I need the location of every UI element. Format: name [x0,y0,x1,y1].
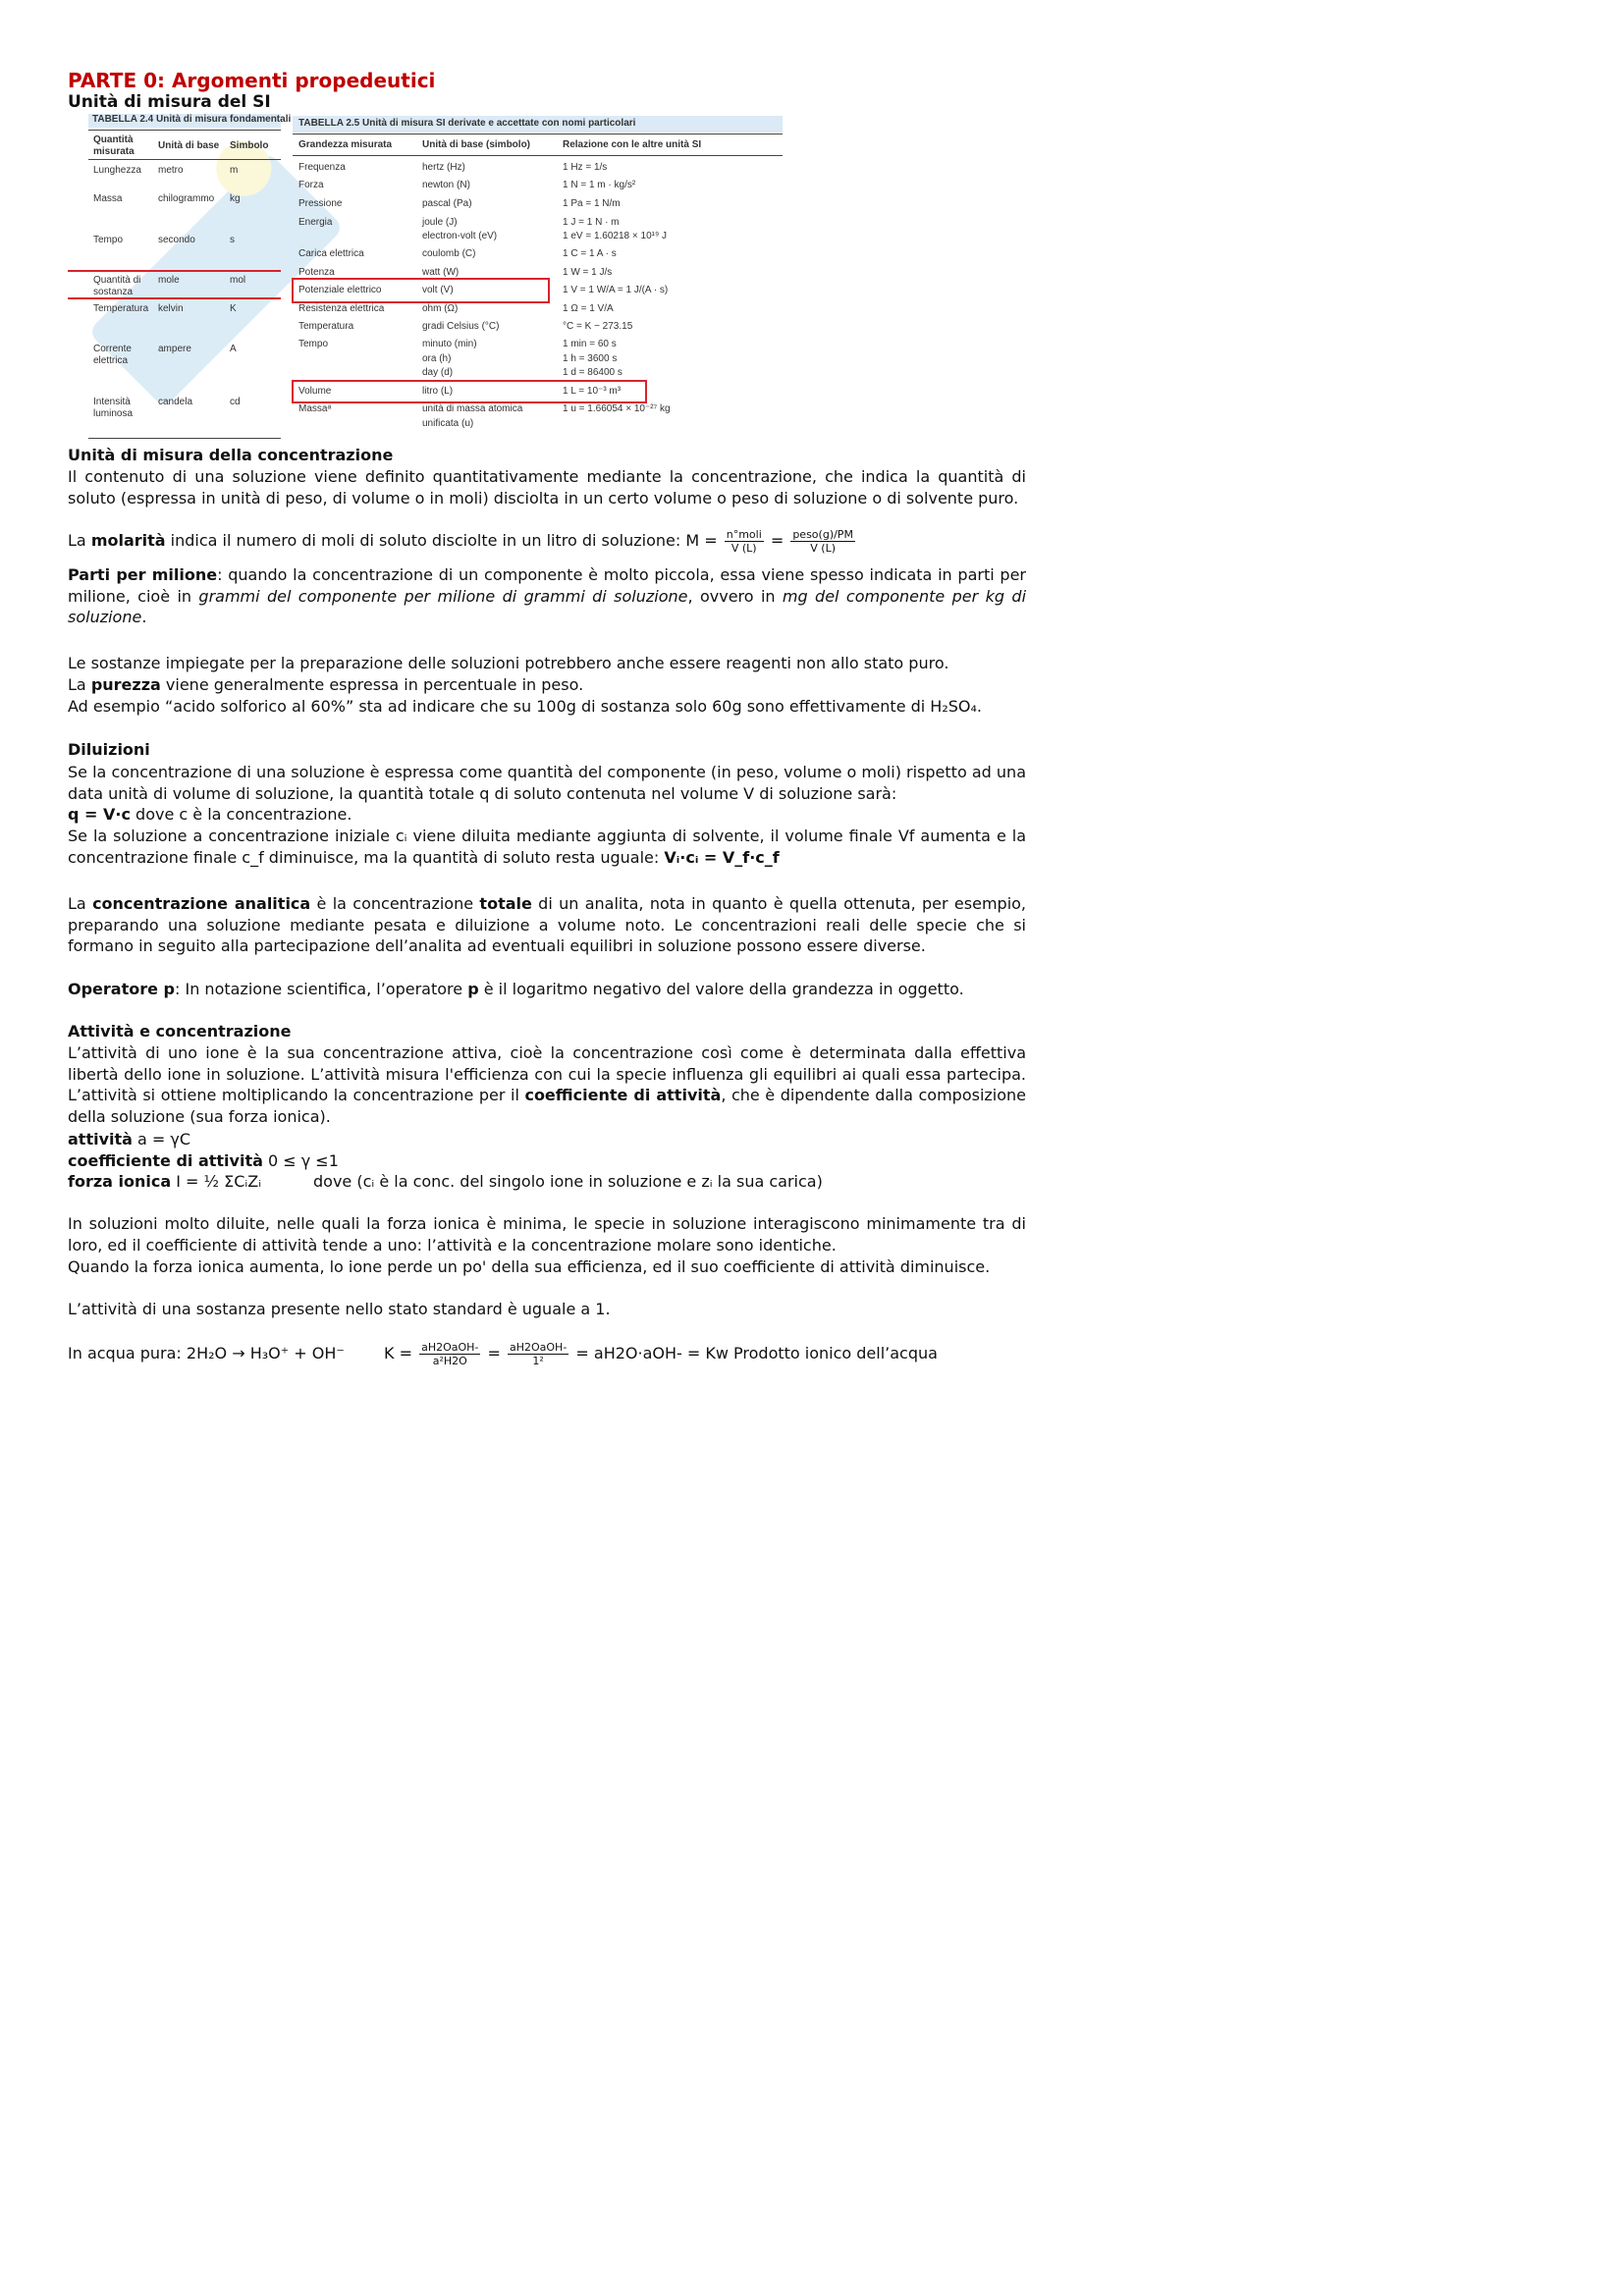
table-cell: Energia [298,217,333,228]
paragraph-p-operator: Operatore p: In notazione scientifica, l’operatore p è il logaritmo negativo del valore della grandezza in oggetto. [68,980,964,998]
table-cell: 1 u = 1.66054 × 10⁻²⁷ kg [563,403,671,414]
paragraph-analytical: La concentrazione analitica è la concentrazione totale di un analita, nota in quanto è quella ottenuta, per esempio, preparando una soluzione mediante pesata e diluizione a volume noto. Le concentrazioni reali delle specie che si formano in seguito alla partecipazione dell’analita ad eventuali equilibri in soluzione possono essere diverse. [68,894,1027,956]
paragraph: q = V·c dove c è la concentrazione. [68,805,352,824]
term-bold: molarità [90,531,166,550]
table-cell: secondo [158,235,195,245]
table-header: Quantità misurata [93,134,135,157]
table-cell: day (d) [422,367,454,378]
formula-fraction: $\frac{\text{n°moli}}{V (L)}$ [726,528,762,555]
paragraph: Ad esempio “acido solforico al 60%” sta ad indicare che su 100g di sostanza solo 60g sono effettivamente di H₂SO₄. [68,697,982,716]
table-header: Unità di base [158,140,220,151]
table-cell: Corrente elettrica [93,344,132,366]
table-cell: K [230,303,237,314]
table-cell: unificata (u) [422,418,474,429]
table-header: Grandezza misurata [298,139,393,150]
paragraph: Le sostanze impiegate per la preparazione delle soluzioni potrebbero anche essere reagenti non allo stato puro. [68,654,949,672]
section-title-concentration: Unità di misura della concentrazione [68,446,394,464]
formula-water-autoionization: In acqua pura: 2H₂O → H₃O⁺ + OH⁻ K = $\frac{\text{aH2OaOH-}}{\text{a²H2O}}$ = $\frac{\text{aH2OaOH-}}{\text{1²}}$ = aH2O·aOH- = Kw Prodotto ionico dell’acqua [68,1341,938,1367]
formula-ionic-strength: forza ionica I = ½ ΣCᵢZᵢ dove (cᵢ è la conc. del singolo ione in soluzione e zᵢ la sua carica) [68,1172,823,1191]
table-cell: 1 C = 1 A · s [563,248,617,259]
table-cell: newton (N) [422,180,470,190]
table-cell: candela [158,397,193,407]
page-title: PARTE 0: Argomenti propedeutici [68,69,436,92]
table-header: Simbolo [230,140,269,151]
table-cell: °C = K − 273.15 [563,321,633,332]
table-cell: watt (W) [422,267,460,278]
table-cell: Carica elettrica [298,248,364,259]
table-cell: Tempo [298,339,329,349]
table-cell: 1 h = 3600 s [563,353,618,364]
table-cell: Volume [298,386,332,397]
table-cell: 1 eV = 1.60218 × 10¹⁹ J [563,231,668,241]
table-cell: Potenza [298,267,335,278]
table-cell: metro [158,165,184,176]
table-cell: 1 min = 60 s [563,339,617,349]
table-header: Unità di base (simbolo) [422,139,531,150]
paragraph: In soluzioni molto diluite, nelle quali la forza ionica è minima, le specie in soluzione interagiscono minimamente tra di loro, ed il coefficiente di attività tende a uno: l’attività e la concentrazione molare sono identiche. [68,1214,1026,1255]
table-cell: Pressione [298,198,343,209]
paragraph: La purezza viene generalmente espressa in percentuale in peso. [68,675,584,694]
table-cell: s [230,235,235,245]
table-cell: ampere [158,344,191,354]
document-page [0,0,1080,1527]
table-cell: kelvin [158,303,184,314]
table-cell: Forza [298,180,324,190]
formula-activity: attività a = γC [68,1130,191,1148]
table-cell: Temperatura [93,303,149,314]
table-cell: 1 V = 1 W/A = 1 J/(A · s) [563,285,669,295]
table-cell: ohm (Ω) [422,303,459,314]
table-cell: 1 L = 10⁻³ m³ [563,386,622,397]
table-cell: ora (h) [422,353,452,364]
table-cell: minuto (min) [422,339,477,349]
paragraph: Il contenuto di una soluzione viene definito quantitativamente mediante la concentrazione, che indica la quantità di soluto (espressa in unità di peso, di volume o in moli) disciolta in un certo volume o peso di soluzione o di solvente puro. [68,467,1026,507]
table-cell: Lunghezza [93,165,141,176]
table-cell: 1 Ω = 1 V/A [563,303,614,314]
section-title-dilutions: Diluizioni [68,740,150,759]
table-cell: volt (V) [422,285,454,295]
paragraph: Quando la forza ionica aumenta, lo ione perde un po' della sua efficienza, ed il suo coefficiente di attività diminuisce. [68,1257,991,1276]
paragraph: L’attività di uno ione è la sua concentrazione attiva, cioè la concentrazione così come è determinata dalla effettiva libertà dello ione in soluzione. L’attività misura l'efficienza con cui la specie influenza gli equilibri ai quali essa partecipa. L’attività si ottiene moltiplicando la concentrazione per il coefficiente di attività, che è dipendente dalla composizione della soluzione (sua forza ionica). [68,1043,1027,1126]
formula-activity-coefficient: coefficiente di attività 0 ≤ γ ≤1 [68,1151,339,1170]
table-cell: Massa [93,193,123,204]
table-cell: A [230,344,237,354]
table-cell: coulomb (C) [422,248,476,259]
paragraph: L’attività di una sostanza presente nello stato standard è uguale a 1. [68,1300,611,1318]
table-cell: cd [230,397,241,407]
table-cell: Frequenza [298,162,346,173]
formula-fraction: $\frac{\text{aH2OaOH-}}{\text{a²H2O}}$ [421,1341,479,1367]
paragraph-ppm: Parti per milione: quando la concentrazione di un componente è molto piccola, essa viene spesso indicata in parti per milione, cioè in grammi del componente per milione di grammi di soluzione, ovvero in mg del componente per kg di soluzione. [68,565,1027,627]
formula-fraction: $\frac{\text{aH2OaOH-}}{\text{1²}}$ [509,1341,568,1367]
table-cell: 1 d = 86400 s [563,367,623,378]
paragraph-molarity: La molarità indica il numero di moli di soluto disciolte in un litro di soluzione: M = $\frac{\text{n°moli}}{V (L)}$ = $\frac{\text{peso(g)/PM}}{V (L)}$ [68,528,853,555]
table-cell: Tempo [93,235,124,245]
table-cell: electron-volt (eV) [422,231,498,241]
table-cell: gradi Celsius (°C) [422,321,500,332]
table-title: TABELLA 2.5 Unità di misura SI derivate e accettate con nomi particolari [298,118,636,129]
highlight-underline [68,270,281,272]
section-title-activity: Attività e concentrazione [68,1022,292,1041]
table-cell: chilogrammo [158,193,215,204]
table-cell: 1 J = 1 N · m [563,217,620,228]
table-cell: pascal (Pa) [422,198,472,209]
table-cell: kg [230,193,241,204]
section-title-si-units: Unità di misura del SI [68,92,271,112]
table-cell: Potenziale elettrico [298,285,382,295]
table-cell: mol [230,275,246,286]
table-cell: litro (L) [422,386,454,397]
table-cell: Massaᵃ [298,403,332,414]
table-cell: mole [158,275,180,286]
table-cell: Intensità luminosa [93,397,134,419]
table-cell: 1 N = 1 m · kg/s² [563,180,636,190]
table-cell: Temperatura [298,321,354,332]
table-cell: Resistenza elettrica [298,303,385,314]
table-title: TABELLA 2.4 Unità di misura fondamentali [92,114,292,125]
highlight-underline [68,297,281,299]
table-cell: hertz (Hz) [422,162,465,173]
table-cell: m [230,165,239,176]
paragraph: Se la soluzione a concentrazione iniziale cᵢ viene diluita mediante aggiunta di solvente, il volume finale Vf aumenta e la concentrazione finale c_f diminuisce, ma la quantità di soluto resta uguale: Vᵢ·cᵢ = V_f·c_f [68,827,1026,867]
table-header: Relazione con le altre unità SI [563,139,702,150]
table-cell: unità di massa atomica [422,403,523,414]
table-cell: 1 W = 1 J/s [563,267,613,278]
table-cell: joule (J) [422,217,458,228]
table-cell: 1 Pa = 1 N/m [563,198,621,209]
table-cell: 1 Hz = 1/s [563,162,608,173]
paragraph: Se la concentrazione di una soluzione è espressa come quantità del componente (in peso, volume o moli) rispetto ad una data unità di volume di soluzione, la quantità totale q di soluto contenuta nel volume V di soluzione sarà: [68,763,1026,803]
table-cell: Quantità di sostanza [93,275,141,297]
formula-fraction: $\frac{\text{peso(g)/PM}}{V (L)}$ [792,528,853,555]
